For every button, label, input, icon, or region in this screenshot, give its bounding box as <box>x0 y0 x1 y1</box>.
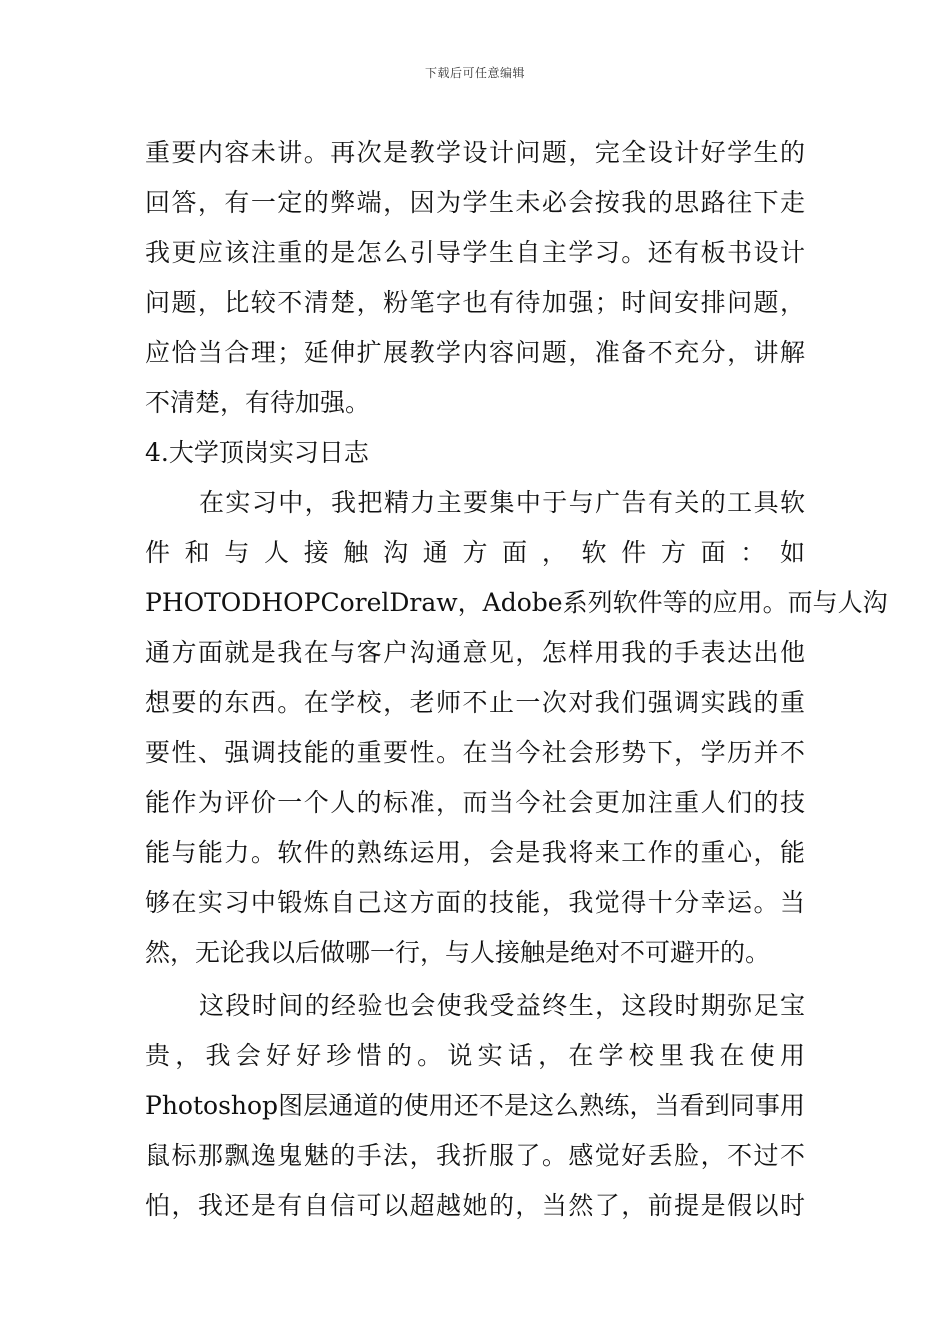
paragraph-teaching-reflection <box>145 128 805 428</box>
text-line: 鼠标那飘逸鬼魅的手法，我折服了。感觉好丢脸，不过不 <box>145 1141 805 1170</box>
text-line: Photoshop图层通道的使用还不是这么熟练，当看到同事用 <box>145 1091 805 1120</box>
text-line: 通方面就是我在与客户沟通意见，怎样用我的手表达出他 <box>145 638 805 667</box>
text-line: 我更应该注重的是怎么引导学生自主学习。还有板书设计 <box>145 238 805 267</box>
text-line: 这段时间的经验也会使我受益终生，这段时期弥足宝 <box>199 991 805 1020</box>
text-line: 重要内容未讲。再次是教学设计问题，完全设计好学生的 <box>145 138 805 167</box>
section-heading: 4.大学顶岗实习日志 <box>145 438 369 467</box>
text-line: 件和与人接触沟通方面，软件方面：如 <box>145 538 805 567</box>
text-line: 能与能力。软件的熟练运用，会是我将来工作的重心，能 <box>145 838 805 867</box>
text-line: 然，无论我以后做哪一行，与人接触是绝对不可避开的。 <box>145 938 771 967</box>
text-line: 不清楚，有待加强。 <box>145 388 371 417</box>
paragraph-internship-skills <box>145 478 888 978</box>
text-line: 应恰当合理；延伸扩展教学内容问题，准备不充分，讲解 <box>145 338 805 367</box>
text-line: 能作为评价一个人的标准，而当今社会更加注重人们的技 <box>145 788 805 817</box>
text-line: 够在实习中锻炼自己这方面的技能，我觉得十分幸运。当 <box>145 888 805 917</box>
paragraph-experience <box>145 981 805 1231</box>
document-body <box>145 128 888 1231</box>
text-line: 怕，我还是有自信可以超越她的，当然了，前提是假以时 <box>145 1191 805 1220</box>
page-header: 下载后可任意编辑 <box>424 66 525 80</box>
text-line: 想要的东西。在学校，老师不止一次对我们强调实践的重 <box>145 688 805 717</box>
text-line: PHOTODHOPCorelDraw，Adobe系列软件等的应用。而与人沟 <box>145 588 888 617</box>
text-line: 回答，有一定的弊端，因为学生未必会按我的思路往下走 <box>145 188 805 217</box>
text-line: 在实习中，我把精力主要集中于与广告有关的工具软 <box>199 488 805 517</box>
text-line: 贵，我会好好珍惜的。说实话，在学校里我在使用 <box>145 1041 805 1070</box>
text-line: 问题，比较不清楚，粉笔字也有待加强；时间安排问题， <box>145 288 805 317</box>
text-line: 要性、强调技能的重要性。在当今社会形势下，学历并不 <box>145 738 805 767</box>
